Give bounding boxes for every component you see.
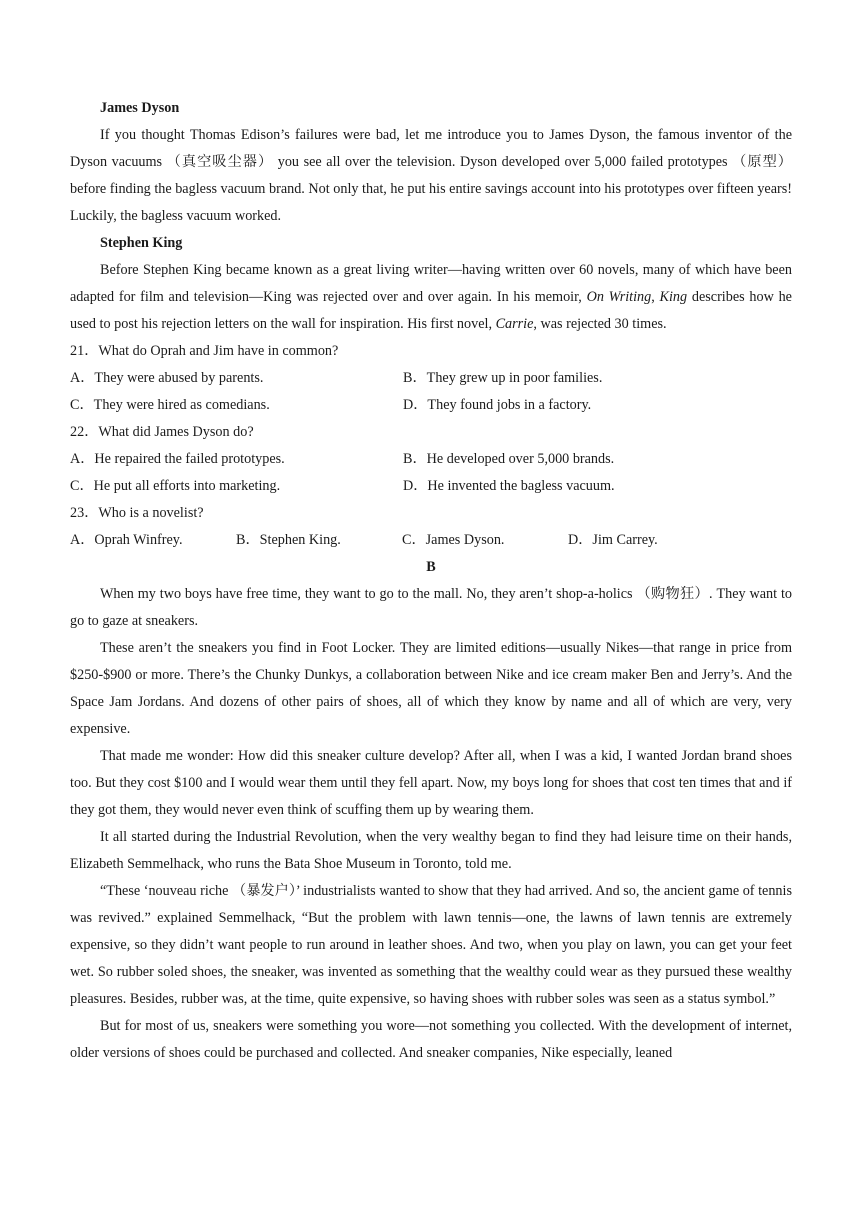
question-23-stem: 23．Who is a novelist?: [70, 505, 204, 521]
option-d[interactable]: D．Jim Carrey.: [568, 532, 658, 548]
question-21-options-row-1: [70, 365, 792, 392]
king-italic-name: King: [659, 289, 688, 305]
paragraph-b-3: That made me wonder: How did this sneaker culture develop? After all, when I was a kid, I wanted Jordan brand shoes too. But they cost $100 and I would wear them until they fell apart. Now, my boys long for shoes that cost ten times that and if they got them, they would never even think of scuffing them up by wearing them.: [70, 748, 792, 818]
question-23-options-row: [70, 527, 792, 554]
section-heading-dyson: James Dyson: [100, 100, 180, 116]
king-text-1: Before Stephen King became known as a great living writer—having written over 60 novels, many of which have been adapted for film and television—King was rejected over and over again. In his memoir,: [70, 262, 792, 305]
paragraph-b-1: When my two boys have free time, they want to go to the mall. No, they aren’t shop-a-holics （购物狂）. They want to go to gaze at sneakers.: [70, 586, 792, 629]
paragraph-king: [70, 257, 792, 338]
option-c[interactable]: C．James Dyson.: [402, 532, 505, 548]
paragraph-b-5: “These ‘nouveau riche （暴发户）’ industrialists wanted to show that they had arrived. And so, the ancient game of tennis was revived.” explained Semmelhack, “But the problem with lawn tennis—one, the lawns of lawn tennis are extremely expensive, so they didn’t want people to run around in leather shoes. And two, when you play on lawn, you can get your feet wet. So rubber soled shoes, the sneaker, was invented as something that the wealthy could wear as they pursued these wealthy pleasures. Besides, rubber was, at the time, quite expensive, so having shoes with rubber soles was seen as a status symbol.”: [70, 883, 792, 1007]
option-c[interactable]: C．They were hired as comedians.: [70, 397, 270, 413]
question-22-stem: 22．What did James Dyson do?: [70, 424, 254, 440]
option-d[interactable]: D．They found jobs in a factory.: [403, 397, 592, 413]
king-text-2: ,: [651, 289, 660, 305]
option-a[interactable]: A．He repaired the failed prototypes.: [70, 451, 285, 467]
section-b-label: B: [426, 559, 436, 575]
option-b[interactable]: B．He developed over 5,000 brands.: [403, 451, 615, 467]
king-text-3: describes how he used to post his rejection letters on the wall for inspiration. His first novel,: [70, 289, 792, 332]
question-21-stem: 21．What do Oprah and Jim have in common?: [70, 343, 339, 359]
king-text-4: , was rejected 30 times.: [533, 316, 667, 332]
book-title-carrie: Carrie: [495, 316, 534, 332]
option-b[interactable]: B．Stephen King.: [236, 532, 341, 548]
question-21-options-row-2: [70, 392, 792, 419]
option-d[interactable]: D．He invented the bagless vacuum.: [403, 478, 615, 494]
option-b[interactable]: B．They grew up in poor families.: [403, 370, 603, 386]
paragraph-dyson: If you thought Thomas Edison’s failures were bad, let me introduce you to James Dyson, the famous inventor of the Dyson vacuums （真空吸尘器） you see all over the television. Dyson developed over 5,000 failed prototypes （原型） before finding the bagless vacuum brand. Not only that, he put his entire savings account into his prototypes over fifteen years! Luckily, the bagless vacuum worked.: [70, 127, 792, 224]
paragraph-b-6: But for most of us, sneakers were something you wore—not something you collected. With the development of internet, older versions of shoes could be purchased and collected. And sneaker companies, Nike especially, leaned: [70, 1018, 792, 1061]
option-a[interactable]: A．They were abused by parents.: [70, 370, 264, 386]
book-title-on-writing: On Writing: [586, 289, 652, 305]
question-22-options-row-1: [70, 446, 792, 473]
option-c[interactable]: C．He put all efforts into marketing.: [70, 478, 281, 494]
option-a[interactable]: A．Oprah Winfrey.: [70, 532, 183, 548]
document-page: [70, 95, 792, 1067]
paragraph-b-2: These aren’t the sneakers you find in Foot Locker. They are limited editions—usually Nikes—that range in price from $250-$900 or more. There’s the Chunky Dunkys, a collaboration between Nike and ice cream maker Ben and Jerry’s. And the Space Jam Jordans. And dozens of other pairs of shoes, all of which they know by name and all of which are very, very expensive.: [70, 640, 792, 737]
question-22-options-row-2: [70, 473, 792, 500]
paragraph-b-4: It all started during the Industrial Revolution, when the very wealthy began to find they had leisure time on their hands, Elizabeth Semmelhack, who runs the Bata Shoe Museum in Toronto, told me.: [70, 829, 792, 872]
section-heading-king: Stephen King: [100, 235, 183, 251]
